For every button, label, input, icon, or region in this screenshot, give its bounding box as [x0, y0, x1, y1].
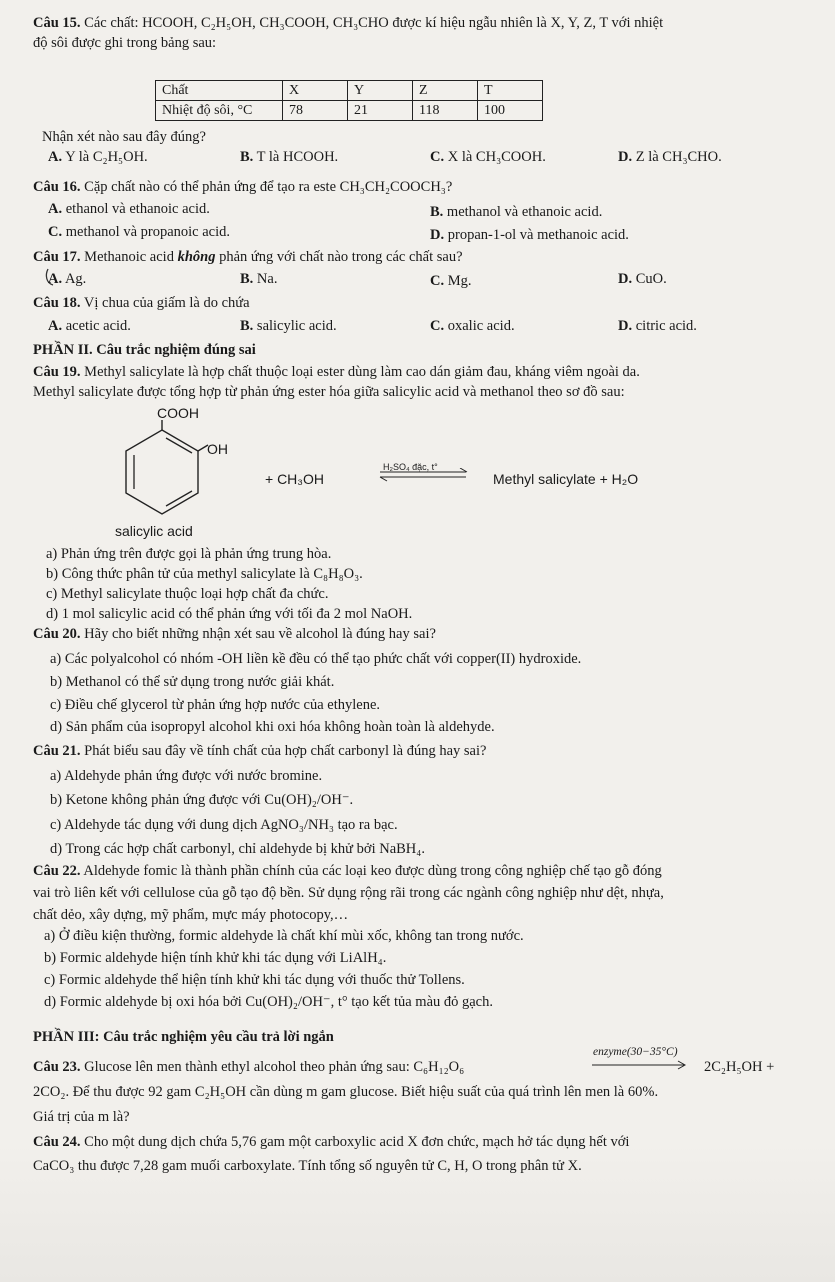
q24-line1 — [33, 1133, 629, 1151]
q24-number: Câu 24. — [33, 1134, 81, 1150]
q19-statement-c: c) Methyl salicylate thuộc loại hợp chất đa chức. — [46, 586, 329, 602]
option-key: D. — [618, 149, 633, 165]
table-header-cell: T — [478, 81, 543, 101]
q16-text: Cặp chất nào có thể phản ứng để tạo ra este CH₃CH₂COOCH₃? — [84, 179, 453, 195]
table-header-cell: Z — [413, 81, 478, 101]
q17-emphasis: không — [177, 249, 216, 265]
q21-text: Phát biểu sau đây về tính chất của hợp chất carbonyl là đúng hay sai? — [84, 743, 487, 759]
q23-line1 — [33, 1058, 464, 1076]
reaction-arrow-icon — [590, 1060, 690, 1070]
boiling-point-table — [155, 80, 543, 121]
q15-number: Câu 15. — [33, 15, 81, 31]
q15-line2: độ sôi được ghi trong bảng sau: — [33, 35, 217, 51]
option-key: A. — [48, 271, 63, 287]
equilibrium-arrow-icon — [378, 468, 470, 482]
option-key: C. — [430, 273, 445, 289]
q15-option-b[interactable] — [240, 148, 338, 166]
q22-line3: chất dẻo, xây dựng, mỹ phẩm, mực máy photocopy,… — [33, 907, 349, 923]
option-key: A. — [48, 318, 63, 334]
q22-statement-c: c) Formic aldehyde thể hiện tính khử khi tác dụng với thuốc thử Tollens. — [44, 972, 465, 988]
q22-number: Câu 22. — [33, 863, 81, 879]
option-key: C. — [48, 224, 63, 240]
table-cell: 78 — [283, 101, 348, 121]
q21-statement-d: d) Trong các hợp chất carbonyl, chỉ aldehyde bị khử bởi NaBH₄. — [50, 841, 425, 857]
q22-statement-b: b) Formic aldehyde hiện tính khử khi tác dụng với LiAlH₄. — [44, 950, 387, 966]
table-cell: 100 — [478, 101, 543, 121]
q19-statement-d: d) 1 mol salicylic acid có thể phản ứng với tối đa 2 mol NaOH. — [46, 606, 413, 622]
q20-stem — [33, 625, 436, 643]
q16-stem — [33, 178, 452, 196]
q19-statement-a: a) Phản ứng trên được gọi là phản ứng trung hòa. — [46, 546, 332, 562]
q23-text: Glucose lên men thành ethyl alcohol theo phản ứng sau: C₆H₁₂O₆ — [84, 1059, 465, 1075]
q18-option-c[interactable] — [430, 317, 515, 335]
q22-line2: vai trò liên kết với cellulose của gỗ tạo độ bền. Sử dụng rộng rãi trong các ngành công nghiệp như dệt, nhựa, — [33, 885, 664, 901]
q22-text: Aldehyde fomic là thành phần chính của các loại keo được dùng trong công nghiệp chế tạo gỗ đóng — [83, 863, 662, 879]
q18-option-b[interactable] — [240, 317, 337, 335]
option-text: T là HCOOH. — [256, 149, 339, 165]
option-text: Z là CH₃CHO. — [635, 149, 722, 165]
q21-statement-c: c) Aldehyde tác dụng với dung dịch AgNO₃/NH₃ tạo ra bạc. — [50, 817, 398, 833]
option-text: oxalic acid. — [447, 318, 515, 334]
q17-text: Methanoic acid — [84, 249, 174, 265]
q17-option-b[interactable] — [240, 270, 277, 288]
q17-stem — [33, 248, 463, 266]
q20-statement-d: d) Sản phẩm của isopropyl alcohol khi oxi hóa không hoàn toàn là aldehyde. — [50, 719, 495, 735]
option-text: Mg. — [447, 273, 472, 289]
option-text: Na. — [256, 271, 278, 287]
q21-number: Câu 21. — [33, 743, 81, 759]
option-text: propan-1-ol và methanoic acid. — [447, 227, 629, 243]
q20-statement-a: a) Các polyalcohol có nhóm -OH liền kề đều có thể tạo phức chất với copper(II) hydroxide. — [50, 651, 582, 667]
table-cell: 21 — [348, 101, 413, 121]
q19-number: Câu 19. — [33, 364, 81, 380]
q18-number: Câu 18. — [33, 295, 81, 311]
q17-text-after: phản ứng với chất nào trong các chất sau? — [219, 249, 463, 265]
benzene-ring-structure — [118, 420, 213, 520]
option-text: salicylic acid. — [256, 318, 337, 334]
q23-line2: 2CO₂. Để thu được 92 gam C₂H₅OH cần dùng m gam glucose. Biết hiệu suất của quá trình lên men là 60%. — [33, 1084, 659, 1100]
option-key: B. — [240, 318, 254, 334]
table-header-cell: Chất — [156, 81, 283, 101]
q19-text: Methyl salicylate là hợp chất thuộc loại ester dùng làm cao dán giảm đau, kháng viêm ngoài da. — [84, 364, 640, 380]
option-text: acetic acid. — [65, 318, 131, 334]
q24-line2: CaCO₃ thu được 7,28 gam muối carboxylate. Tính tổng số nguyên tử C, H, O trong phân tử X. — [33, 1158, 582, 1174]
part2-heading: PHẦN II. Câu trắc nghiệm đúng sai — [33, 342, 256, 358]
q16-option-c[interactable] — [48, 223, 230, 241]
q23-number: Câu 23. — [33, 1059, 81, 1075]
q22-statement-d: d) Formic aldehyde bị oxi hóa bởi Cu(OH)₂/OH⁻, t° tạo kết tủa màu đỏ gạch. — [44, 994, 493, 1010]
option-key: D. — [618, 271, 633, 287]
fermentation-condition: enzyme(30−35°C) — [593, 1046, 678, 1058]
q19-statement-b: b) Công thức phân tử của methyl salicylate là C₈H₈O₃. — [46, 566, 363, 582]
option-key: B. — [430, 204, 444, 220]
q20-statement-c: c) Điều chế glycerol từ phản ứng hợp nước của ethylene. — [50, 697, 381, 713]
option-key: A. — [48, 201, 63, 217]
q22-line1 — [33, 862, 662, 880]
q16-option-d[interactable] — [430, 226, 629, 244]
q15-option-a[interactable] — [48, 148, 148, 166]
q18-text: Vị chua của giấm là do chứa — [83, 295, 250, 311]
q16-number: Câu 16. — [33, 179, 81, 195]
q17-option-d[interactable] — [618, 270, 667, 288]
option-text: methanol và ethanoic acid. — [446, 204, 603, 220]
option-key: D. — [618, 318, 633, 334]
option-key: A. — [48, 149, 63, 165]
q15-line1 — [33, 14, 663, 32]
q19-line1 — [33, 363, 640, 381]
q15-option-d[interactable] — [618, 148, 722, 166]
q22-statement-a: a) Ở điều kiện thường, formic aldehyde là chất khí mùi xốc, không tan trong nước. — [44, 928, 524, 944]
option-key: B. — [240, 149, 254, 165]
option-text: ethanol và ethanoic acid. — [65, 201, 210, 217]
option-text: X là CH₃COOH. — [447, 149, 546, 165]
option-text: Y là C₂H₅OH. — [65, 149, 148, 165]
option-key: C. — [430, 318, 445, 334]
q20-text: Hãy cho biết những nhận xét sau về alcohol là đúng hay sai? — [84, 626, 436, 642]
table-header-cell: X — [283, 81, 348, 101]
option-key: D. — [430, 227, 445, 243]
q21-statement-b: b) Ketone không phản ứng được với Cu(OH)₂/OH⁻. — [50, 792, 354, 808]
q18-option-d[interactable] — [618, 317, 697, 335]
salicylic-acid-caption: salicylic acid — [115, 523, 193, 539]
part3-heading: PHẦN III: Câu trắc nghiệm yêu cầu trả lời ngắn — [33, 1029, 334, 1045]
cooh-label: COOH — [157, 405, 199, 421]
q17-option-a[interactable] — [48, 270, 86, 288]
table-row — [156, 101, 543, 121]
q24-text: Cho một dung dịch chứa 5,76 gam một carboxylic acid X đơn chức, mạch hở tác dụng hết với — [84, 1134, 630, 1150]
q20-statement-b: b) Methanol có thể sử dụng trong nước giải khát. — [50, 674, 335, 690]
q19-line2: Methyl salicylate được tổng hợp từ phản ứng ester hóa giữa salicylic acid và methanol theo sơ đồ sau: — [33, 384, 625, 400]
reaction-product: Methyl salicylate + H₂O — [493, 471, 639, 487]
table-header-row — [156, 81, 543, 101]
q16-option-a[interactable] — [48, 200, 210, 218]
q23-product: 2C₂H₅OH + — [704, 1059, 775, 1075]
q21-statement-a: a) Aldehyde phản ứng được với nước bromine. — [50, 768, 323, 784]
q18-option-a[interactable] — [48, 317, 131, 335]
q15-prompt: Nhận xét nào sau đây đúng? — [42, 129, 206, 145]
option-text: citric acid. — [635, 318, 697, 334]
methanol-reactant: + CH₃OH — [265, 471, 324, 487]
table-row-label: Nhiệt độ sôi, °C — [156, 101, 283, 121]
option-key: C. — [430, 149, 445, 165]
q15-option-c[interactable] — [430, 148, 546, 166]
oh-label: OH — [207, 441, 228, 457]
q17-option-c[interactable] — [430, 272, 472, 290]
option-text: methanol và propanoic acid. — [65, 224, 231, 240]
q23-line3: Giá trị của m là? — [33, 1109, 130, 1125]
q17-number: Câu 17. — [33, 249, 81, 265]
option-text: CuO. — [635, 271, 667, 287]
q20-number: Câu 20. — [33, 626, 81, 642]
q15-text: Các chất: HCOOH, C₂H₅OH, CH₃COOH, CH₃CHO được kí hiệu ngẫu nhiên là X, Y, Z, T với nhiệt — [84, 15, 664, 31]
option-text: Ag. — [64, 271, 87, 287]
table-cell: 118 — [413, 101, 478, 121]
q18-stem — [33, 294, 250, 312]
q16-option-b[interactable] — [430, 203, 602, 221]
q21-stem — [33, 742, 486, 760]
option-key: B. — [240, 271, 254, 287]
table-header-cell: Y — [348, 81, 413, 101]
reaction-condition: H₂SO₄ đặc, t° — [383, 462, 438, 472]
